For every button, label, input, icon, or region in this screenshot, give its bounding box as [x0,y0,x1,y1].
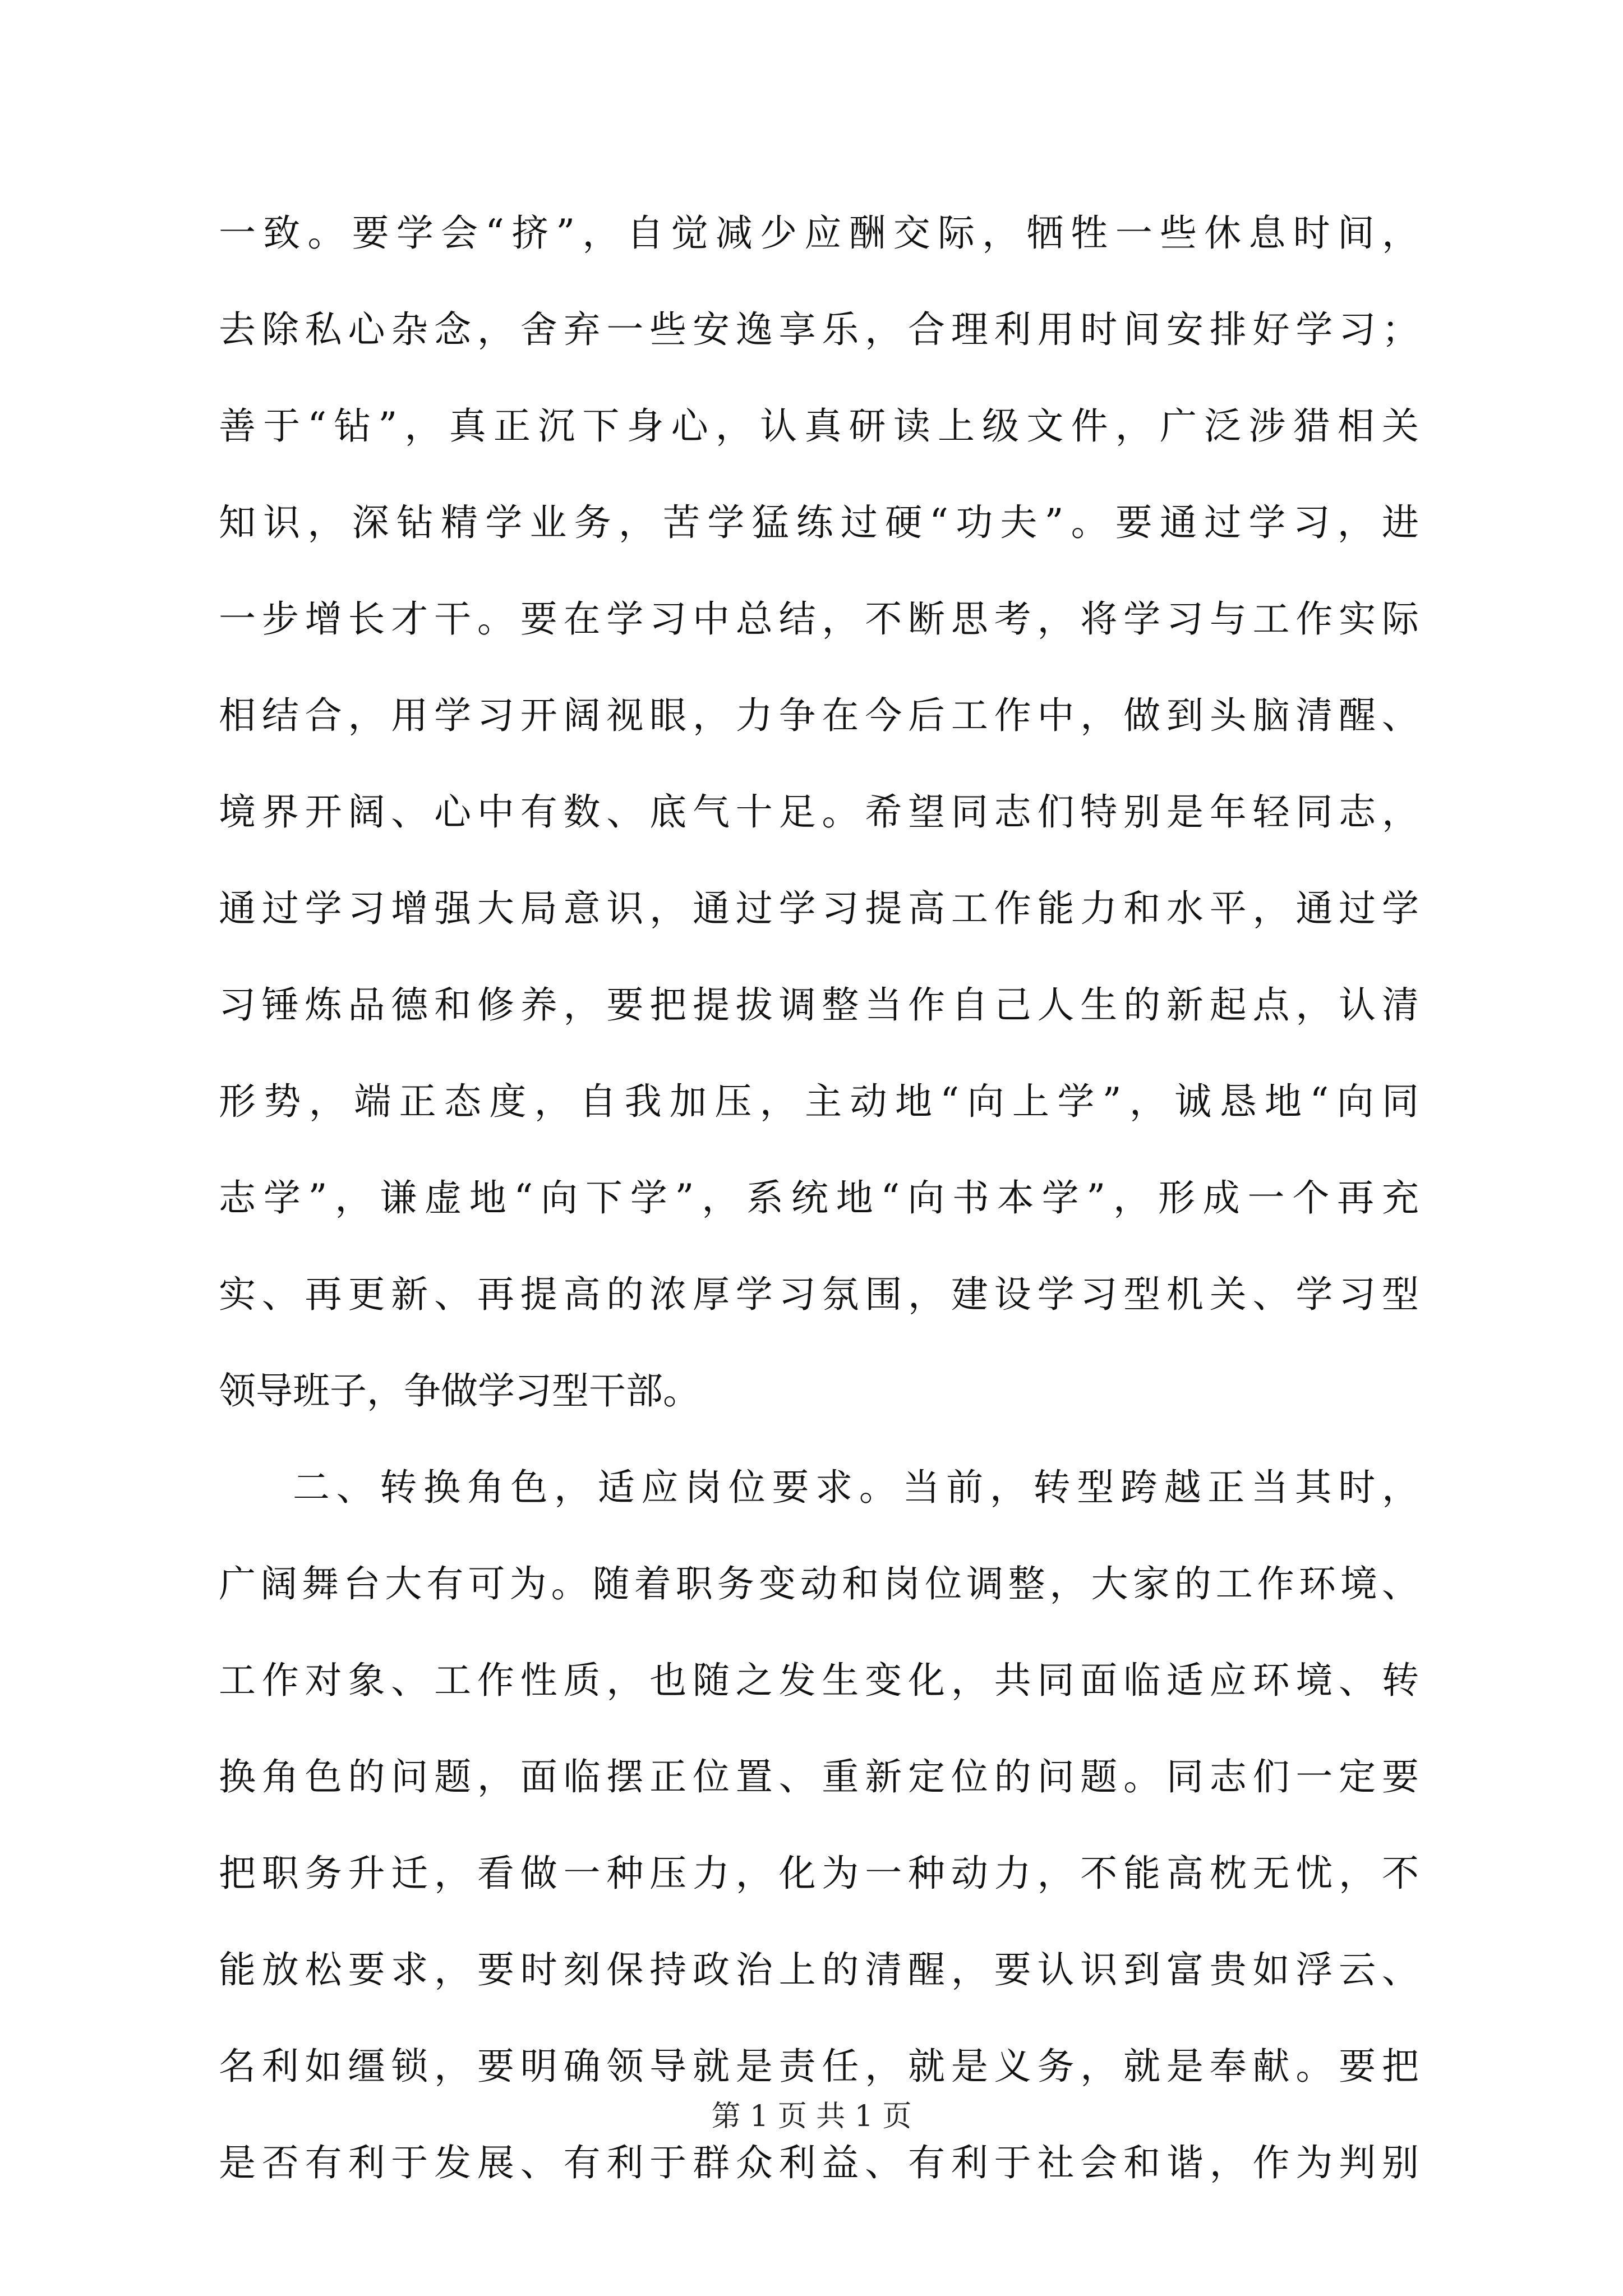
body-line: 去除私心杂念，舍弃一些安逸享乐，合理利用时间安排好学习； [219,308,1419,351]
body-line: 把职务升迁，看做一种压力，化为一种动力，不能高枕无忧，不 [219,1852,1419,1895]
body-line: 是否有利于发展、有利于群众利益、有利于社会和谐，作为判别 [219,2141,1419,2184]
body-line: 习锤炼品德和修养，要把提拔调整当作自己人生的新起点，认清 [219,983,1419,1027]
body-line: 换角色的问题，面临摆正位置、重新定位的问题。同志们一定要 [219,1755,1419,1798]
body-line: 广阔舞台大有可为。随着职务变动和岗位调整，大家的工作环境、 [219,1562,1419,1605]
document-body [219,185,1419,2211]
body-line: 善于“钻”，真正沉下身心，认真研读上级文件，广泛涉猎相关 [219,404,1419,448]
page-footer [0,2092,1623,2134]
body-line: 相结合，用学习开阔视眼，力争在今后工作中，做到头脑清醒、 [219,694,1419,737]
body-line: 工作对象、工作性质，也随之发生变化，共同面临适应环境、转 [219,1659,1419,1702]
body-line: 一步增长才干。要在学习中总结，不断思考，将学习与工作实际 [219,597,1419,641]
body-line: 实、再更新、再提高的浓厚学习氛围，建设学习型机关、学习型 [219,1273,1419,1316]
body-line: 形势，端正态度，自我加压，主动地“向上学”，诚恳地“向同 [219,1080,1419,1123]
page-number-label: 第 1 页 共 1 页 [711,2100,912,2133]
body-line: 志学”，谦虚地“向下学”，系统地“向书本学”，形成一个再充 [219,1176,1419,1220]
body-line: 知识，深钻精学业务，苦学猛练过硬“功夫”。要通过学习，进 [219,501,1419,544]
body-line: 通过学习增强大局意识，通过学习提高工作能力和水平，通过学 [219,887,1419,930]
body-line: 一致。要学会“挤”，自觉减少应酬交际，牺牲一些休息时间， [219,211,1419,255]
body-line: 领导班子，争做学习型干部。 [219,1369,700,1412]
body-line: 境界开阔、心中有数、底气十足。希望同志们特别是年轻同志， [219,790,1419,834]
body-line: 能放松要求，要时刻保持政治上的清醒，要认识到富贵如浮云、 [219,1948,1419,1991]
section-heading-line: 二、转换角色，适应岗位要求。当前，转型跨越正当其时， [293,1466,1419,1509]
body-line: 名利如缰锁，要明确领导就是责任，就是义务，就是奉献。要把 [219,2045,1419,2088]
